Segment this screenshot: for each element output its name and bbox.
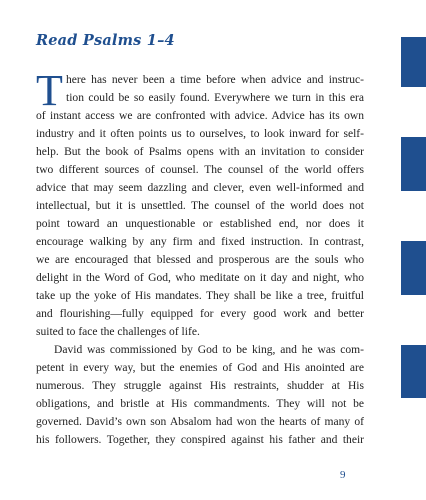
edge-tab-marker — [401, 345, 426, 398]
text-line: obligations, and bristle at His commandments. They will not be — [36, 398, 364, 410]
text-line: and flourishing—fully equipped for every good work and better — [36, 308, 364, 320]
edge-tab-marker — [401, 37, 426, 87]
text-line: we are encouraged that blessed and prosperous are the souls who — [36, 254, 364, 266]
text-line: two different sources of counsel. The counsel of the world offers — [36, 164, 364, 176]
section-heading: Read Psalms 1–4 — [36, 32, 175, 49]
drop-cap: T — [36, 66, 63, 115]
edge-tab-marker — [401, 241, 426, 295]
text-line: numerous. They struggle against His restraints, shudder at His — [36, 380, 364, 392]
text-line: tion could be so easily found. Everywhere we turn in this era — [66, 92, 364, 104]
body-text — [36, 66, 364, 449]
text-line: take up the yoke of His mandates. They shall be like a tree, fruitful — [36, 290, 364, 302]
edge-tab-marker — [401, 137, 426, 191]
page-number: 9 — [340, 469, 346, 481]
text-line: suited to face the challenges of life. — [36, 326, 200, 338]
text-line: help. But the book of Psalms opens with an invitation to consider — [36, 146, 364, 158]
text-line: encourage walking by any firm and fixed instruction. In contrast, — [36, 236, 364, 248]
text-line: point toward an unquestionable or established end, nor does it — [36, 218, 364, 230]
text-line: delight in the Word of God, who meditate on it day and night, who — [36, 272, 364, 284]
text-line: his followers. Together, they conspired against his father and their — [36, 434, 364, 446]
text-line: David was commissioned by God to be king, and he was com- — [54, 344, 364, 356]
text-line: governed. David’s own son Absalom had won the hearts of many of — [36, 416, 364, 428]
text-line: petent in every way, but the enemies of God and His anointed are — [36, 362, 364, 374]
text-line: intellectual, but it is unsettled. The counsel of the world does not — [36, 200, 364, 212]
text-line: industry and it often points us to ourselves, to look inward for self- — [36, 128, 364, 140]
text-line: here has never been a time before when advice and instruc- — [66, 74, 364, 86]
text-line: of instant access we are confronted with advice. Advice has its own — [36, 110, 364, 122]
text-line: advice that may seem dazzling and clever, even well-informed and — [36, 182, 364, 194]
